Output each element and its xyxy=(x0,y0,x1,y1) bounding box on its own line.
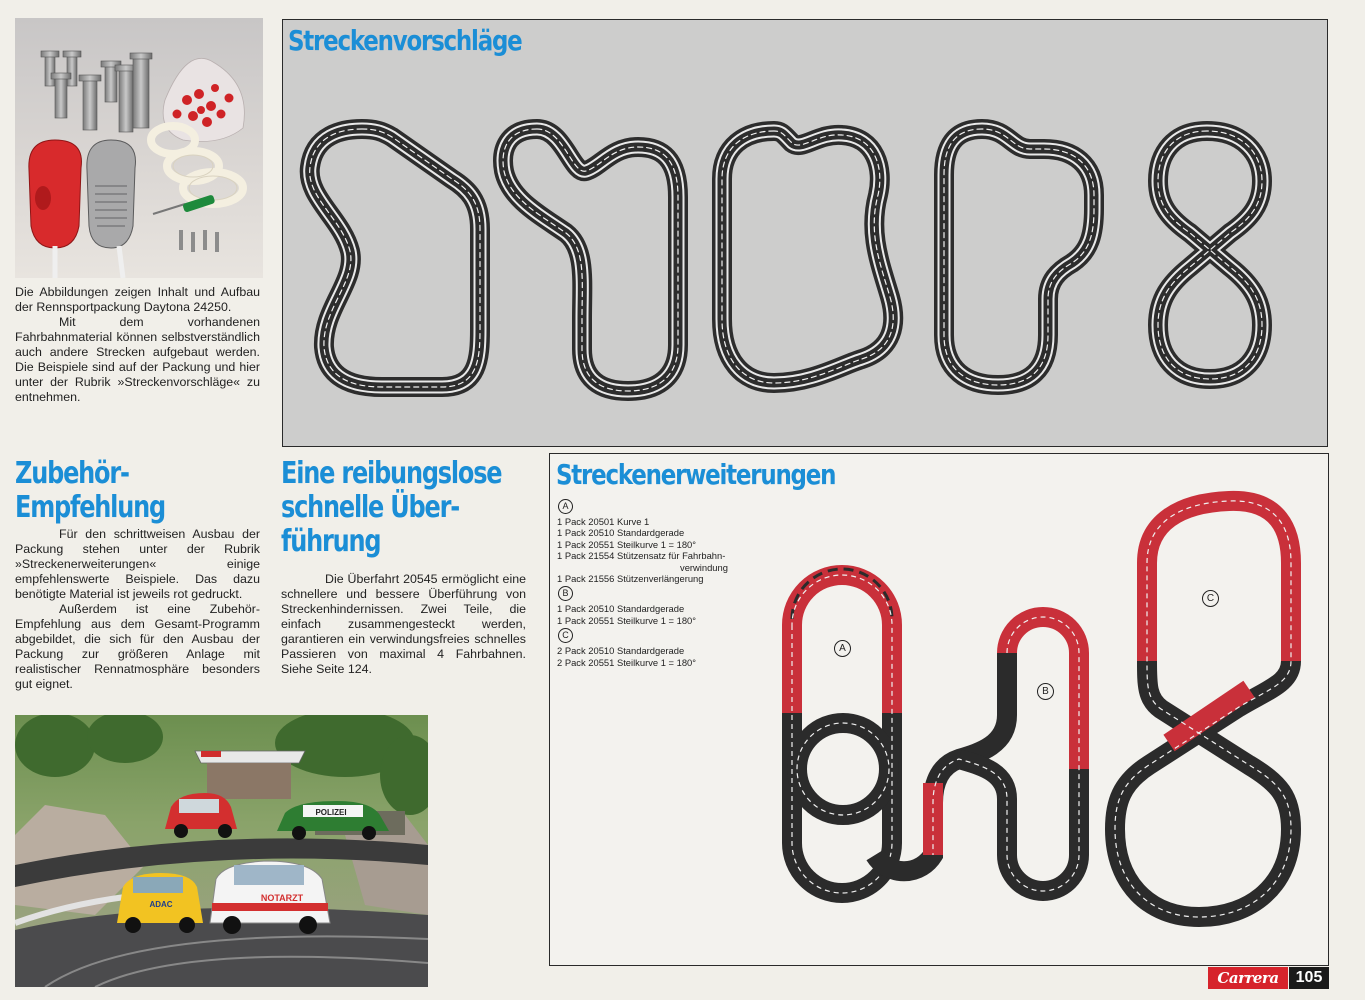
legend-a-item-4: 1 Pack 21554 Stützensatz für Fahrbahn- xyxy=(557,550,726,562)
legend-c-item-1: 2 Pack 20510 Standardgerade xyxy=(557,645,685,657)
track-label-b: B xyxy=(1037,683,1054,700)
track-label-c: C xyxy=(1202,590,1219,607)
overpass-title-line-2: schnelle Über- xyxy=(281,490,459,525)
ambulance-car-sign: NOTARZT xyxy=(260,893,304,903)
track-extensions-layouts xyxy=(549,453,1329,966)
track-suggestions-layouts xyxy=(282,19,1328,447)
intro-paragraph-2: Mit dem vorhandenen Fahrbahnmaterial können selbstverständlich auch andere Strecken aufgebaut werden. Die Beispiele sind auf der Packung und hier unter der Rubrik »Streckenvorschläge« zu entnehmen. xyxy=(15,315,260,404)
accessories-title-line-1: Zubehör- xyxy=(15,456,129,491)
suggested-track-2 xyxy=(503,129,678,391)
suggested-track-4 xyxy=(944,129,1094,385)
overpass-title xyxy=(281,457,501,559)
legend-a-item-1: 1 Pack 20501 Kurve 1 xyxy=(557,516,650,527)
legend-a-item-3: 1 Pack 20551 Steilkurve 1 = 180° xyxy=(557,538,696,550)
legend-mark-b: B xyxy=(558,586,573,601)
legend-a-item-5: verwindung xyxy=(680,561,728,573)
accessories-title xyxy=(15,457,165,525)
legend-mark-a: A xyxy=(558,499,573,514)
legend-a-item-2: 1 Pack 20510 Standardgerade xyxy=(557,527,685,539)
extension-track-b xyxy=(875,617,1079,891)
accessories-text xyxy=(15,527,260,692)
legend-b-item-2: 1 Pack 20551 Steilkurve 1 = 180° xyxy=(557,614,696,626)
yellow-car-sign: ADAC xyxy=(149,900,173,909)
overpass-title-line-3: führung xyxy=(281,524,381,559)
extension-track-c xyxy=(1115,501,1291,917)
extension-track-a xyxy=(792,569,892,893)
police-car-sign: POLIZEI xyxy=(315,808,347,817)
track-extensions-title: Streckenerweiterungen xyxy=(556,458,836,491)
accessories-paragraph-2: Außerdem ist eine Zubehör-Empfehlung aus dem Gesamt-Programm abgebildet, die sich für den Ausbau der Packung zur größeren Anlage mit realistischer Rennatmosphäre besonders gut eignet. xyxy=(15,602,260,691)
legend-b-item-1: 1 Pack 20510 Standardgerade xyxy=(557,603,685,615)
overpass-paragraph: Die Überfahrt 20545 ermöglicht eine schnellere und bessere Überführung von Streckenhindernissen. Zwei Teile, die einfach zusammengesteckt werden, garantieren ein verwindungsfreies schnelles Passieren von maximal 4 Fahrbahnen. Siehe Seite 124. xyxy=(281,572,526,676)
carrera-logo: Carrera xyxy=(1208,967,1288,989)
suggested-track-1 xyxy=(310,129,480,387)
track-label-a: A xyxy=(834,640,851,657)
track-suggestions-title: Streckenvorschläge xyxy=(288,24,522,57)
package-contents-photo xyxy=(15,18,263,278)
intro-text xyxy=(15,285,260,405)
suggested-track-5 xyxy=(1158,131,1262,379)
race-scene-photo xyxy=(15,715,428,987)
overpass-title-line-1: Eine reibungslose xyxy=(281,456,502,491)
legend-mark-c: C xyxy=(558,628,573,643)
accessories-title-line-2: Empfehlung xyxy=(15,490,165,525)
page-number: 105 xyxy=(1289,967,1329,989)
suggested-track-3 xyxy=(722,131,893,383)
legend-a-item-6: 1 Pack 21556 Stützenverlängerung xyxy=(557,573,704,585)
legend-c-item-2: 2 Pack 20551 Steilkurve 1 = 180° xyxy=(557,656,696,668)
overpass-text xyxy=(281,572,526,677)
accessories-paragraph-1: Für den schrittweisen Ausbau der Packung stehen unter der Rubrik »Streckenerweiterungen« einige empfehlenswerte Beispiele. Das dazu benötigte Material ist jeweils rot gedruckt. xyxy=(15,527,260,601)
intro-paragraph-1: Die Abbildungen zeigen Inhalt und Aufbau der Rennsportpackung Daytona 24250. xyxy=(15,285,260,314)
